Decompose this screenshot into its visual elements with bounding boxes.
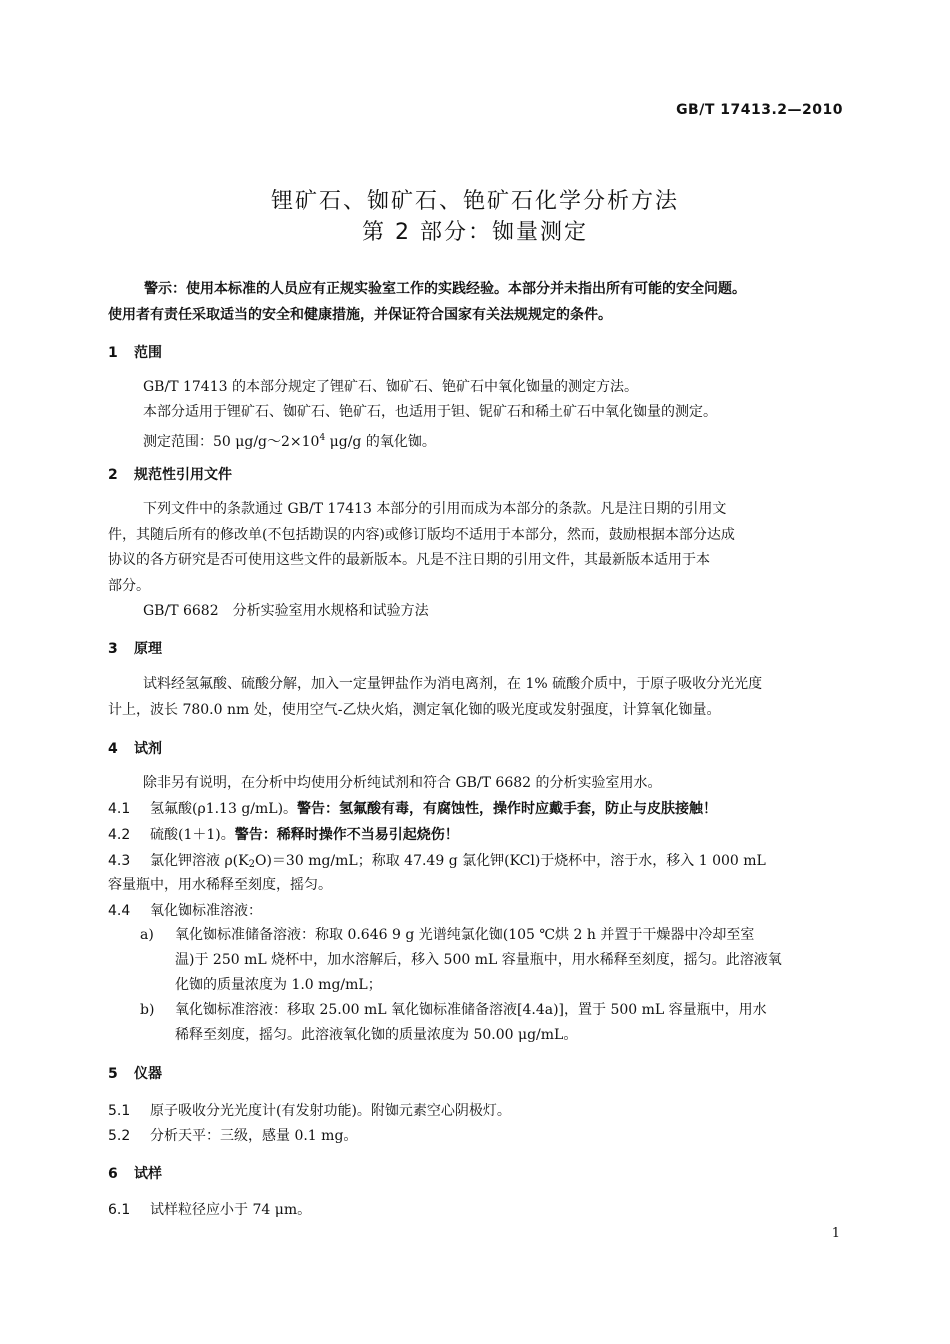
section-heading-3: 3 原理 [108, 641, 162, 657]
page-number: 1 [831, 1226, 840, 1241]
list-item: 温)于 250 mL 烧杯中，加水溶解后，移入 500 mL 容量瓶中，用水稀释至刻度，摇匀。此溶液氧 [175, 952, 782, 968]
clause-4-1: 4.1 氢氟酸(ρ1.13 g/mL)。警告：氢氟酸有毒，有腐蚀性，操作时应戴手套，防止与皮肤接触！ [108, 801, 718, 817]
paragraph: 协议的各方研究是否可使用这些文件的最新版本。凡是不注日期的引用文件，其最新版本适用于本 [108, 552, 710, 568]
section-heading-5: 5 仪器 [108, 1066, 162, 1082]
list-marker-a: a) [140, 927, 154, 943]
list-item: 氧化铷标准储备溶液：称取 0.646 9 g 光谱纯氯化铷(105 ℃烘 2 h 并置于干燥器中冷却至室 [175, 927, 755, 943]
normative-reference: GB/T 6682 分析实验室用水规格和试验方法 [143, 603, 429, 619]
paragraph: 件，其随后所有的修改单(不包括勘误的内容)或修订版均不适用于本部分，然而，鼓励根据本部分达成 [108, 527, 735, 543]
list-item: 氧化铷标准溶液：移取 25.00 mL 氧化铷标准储备溶液[4.4a)]，置于 500 mL 容量瓶中，用水 [175, 1002, 767, 1018]
section-heading-4: 4 试剂 [108, 741, 162, 757]
clause-5-2: 5.2 分析天平：三级，感量 0.1 mg。 [108, 1128, 358, 1144]
standard-code: GB/T 17413.2—2010 [676, 102, 843, 118]
section-heading-1: 1 范围 [108, 345, 162, 361]
paragraph: GB/T 17413 的本部分规定了锂矿石、铷矿石、铯矿石中氧化铷量的测定方法。 [143, 379, 638, 395]
paragraph: 本部分适用于锂矿石、铷矿石、铯矿石，也适用于钽、铌矿石和稀土矿石中氧化铷量的测定。 [143, 404, 717, 420]
clause-4-2: 4.2 硫酸(1＋1)。警告：稀释时操作不当易引起烧伤！ [108, 827, 459, 843]
warning-line-2: 使用者有责任采取适当的安全和健康措施，并保证符合国家有关法规规定的条件。 [108, 307, 612, 323]
measurement-range: 测定范围：50 $\mu g/g\sim 2\times 10^4$ μg/g 的氧化铷。 [143, 433, 436, 450]
document-subtitle: 第 2 部分：铷量测定 [362, 220, 588, 245]
paragraph: 除非另有说明，在分析中均使用分析纯试剂和符合 GB/T 6682 的分析实验室用水。 [143, 775, 662, 791]
document-title: 锂矿石、铷矿石、铯矿石化学分析方法 [270, 189, 679, 214]
section-heading-6: 6 试样 [108, 1166, 162, 1182]
list-item: 化铷的质量浓度为 1.0 mg/mL； [175, 977, 382, 993]
section-heading-2: 2 规范性引用文件 [108, 467, 232, 483]
clause-6-1: 6.1 试样粒径应小于 74 μm。 [108, 1202, 312, 1218]
list-marker-b: b) [140, 1002, 155, 1018]
clause-5-1: 5.1 原子吸收分光光度计(有发射功能)。附铷元素空心阴极灯。 [108, 1103, 511, 1119]
clause-4-4: 4.4 氧化铷标准溶液： [108, 903, 262, 919]
paragraph: 下列文件中的条款通过 GB/T 17413 本部分的引用而成为本部分的条款。凡是注日期的引用文 [143, 501, 727, 517]
paragraph: 计上，波长 780.0 nm 处，使用空气-乙炔火焰，测定氧化铷的吸光度或发射强度，计算氧化铷量。 [108, 702, 721, 718]
paragraph: 容量瓶中，用水稀释至刻度，摇匀。 [108, 877, 332, 893]
paragraph: 部分。 [108, 578, 150, 594]
list-item: 稀释至刻度，摇匀。此溶液氧化铷的质量浓度为 50.00 μg/mL。 [175, 1027, 578, 1043]
paragraph: 试料经氢氟酸、硫酸分解，加入一定量钾盐作为消电离剂，在 1% 硫酸介质中，于原子吸收分光光度 [143, 676, 763, 692]
safety-warning [108, 276, 843, 328]
clause-4-3: 4.3 氯化钾溶液 $\rho(K_2O)=30$ mg/mL；称取 47.49 g 氯化钾(KCl)于烧杯中，溶于水，移入 1 000 mL [108, 853, 766, 870]
warning-line-1: 警示：使用本标准的人员应有正规实验室工作的实践经验。本部分并未指出所有可能的安全问题。 [144, 281, 746, 297]
